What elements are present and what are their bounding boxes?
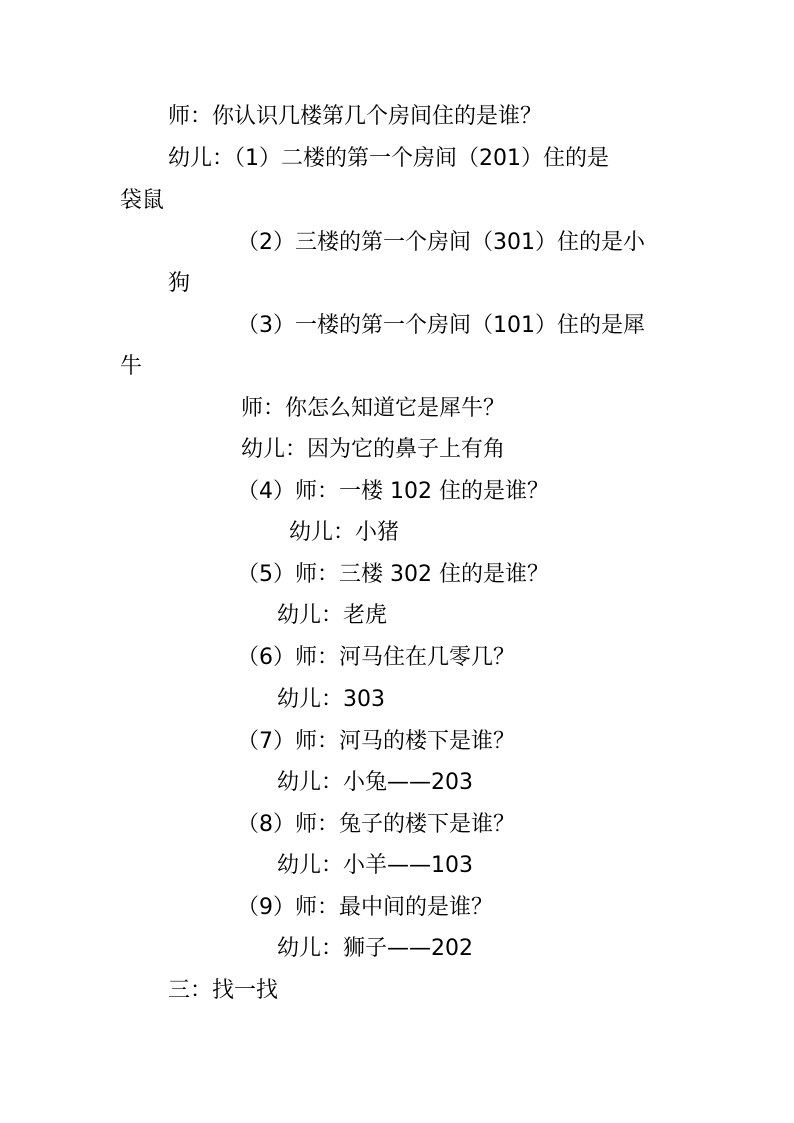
text-line: 幼儿：小兔——203 — [277, 770, 473, 795]
text-line: （6）师：河马住在几零几？ — [237, 645, 515, 670]
text-line: （9）师：最中间的是谁？ — [237, 895, 493, 920]
text-line: （5）师：三楼 302 住的是谁？ — [237, 562, 549, 587]
text-line: 幼儿：小猪 — [289, 520, 400, 545]
text-line: （2）三楼的第一个房间（301）住的是小 — [237, 230, 645, 255]
text-line: 幼儿：小羊——103 — [277, 853, 473, 878]
text-line: 师：你怎么知道它是犀牛？ — [241, 396, 506, 421]
text-line: 牛 — [120, 354, 143, 379]
text-line: 师：你认识几楼第几个房间住的是谁？ — [168, 104, 543, 129]
text-line: （8）师：兔子的楼下是谁？ — [237, 812, 515, 837]
text-line: （4）师：一楼 102 住的是谁？ — [237, 479, 549, 504]
text-line: （7）师：河马的楼下是谁？ — [237, 729, 515, 754]
text-line: 三：找一找 — [168, 978, 279, 1003]
text-line: 幼儿：303 — [277, 687, 385, 712]
text-line: 幼儿：老虎 — [277, 603, 388, 628]
text-line: 袋鼠 — [120, 188, 165, 213]
text-line: 幼儿：狮子——202 — [277, 936, 473, 961]
text-line: 幼儿：因为它的鼻子上有角 — [241, 437, 506, 462]
text-line: 狗 — [168, 271, 191, 296]
text-line: 幼儿：（1）二楼的第一个房间（201）住的是 — [168, 146, 609, 171]
text-line: （3）一楼的第一个房间（101）住的是犀 — [237, 313, 645, 338]
